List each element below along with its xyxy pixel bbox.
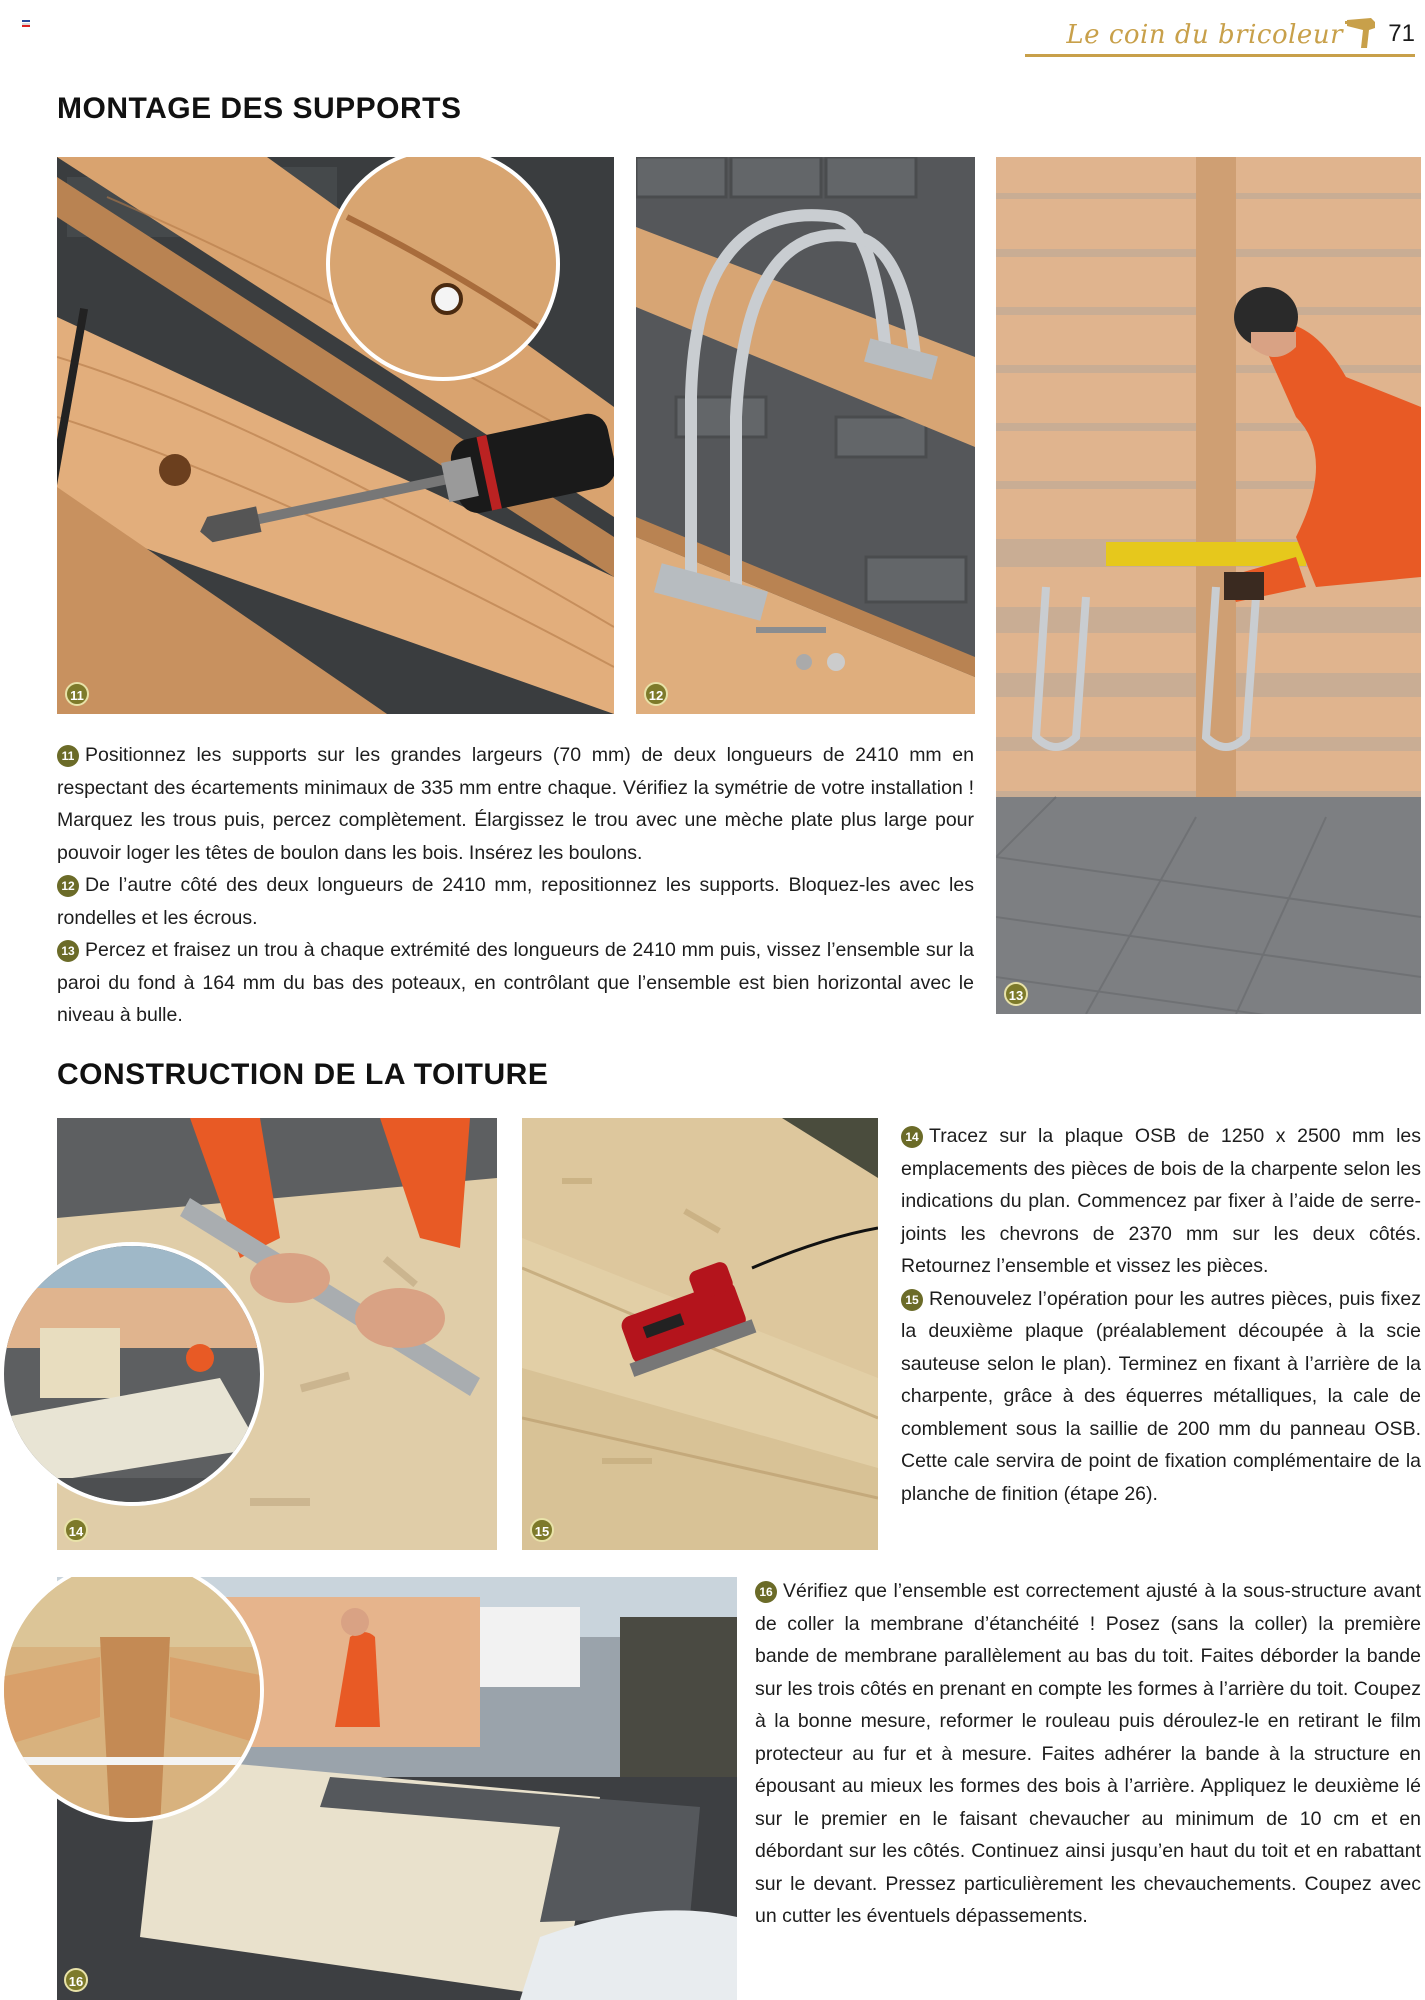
photo-badge-15: 15 <box>530 1518 554 1542</box>
step-13-paragraph <box>57 934 974 1032</box>
page-header <box>1025 14 1425 60</box>
photo-step-15 <box>522 1118 878 1550</box>
step-12-text: De l’autre côté des deux longueurs de 2410 mm, repositionnez les supports. Bloquez-les avec les rondelles et les écrous. <box>57 874 974 929</box>
step-number-15: 15 <box>901 1289 923 1311</box>
step-number-11: 11 <box>57 745 79 767</box>
photo-badge-12: 12 <box>644 682 668 706</box>
step-16-text: Vérifiez que l’ensemble est correctement ajusté à la sous-structure avant de coller la membrane d’étanchéité ! Posez (sans la coller) la première bande de membrane parallèlement au bas du toit. Faites déborder la bande sur les trois côtés en prenant en compte les formes à l’arrière du toit. Coupez à la bonne mesure, reformer le rouleau puis déroulez-le en retirant le film protecteur au fur et à mesure. Faites adhérer la bande à la structure en épousant au mieux les formes des bois à l’arrière. Appliquez le deuxième lé sur le premier en le faisant chevaucher au minimum de 10 cm et en débordant sur les côtés. Continuez ainsi jusqu’en haut du toit et en rabattant sur le devant. Pressez particulièrement les chevauchements. Coupez avec un cutter les éventuels dépassements. <box>755 1580 1421 1927</box>
page-number: 71 <box>1388 20 1415 47</box>
photo-badge-13: 13 <box>1004 982 1028 1006</box>
step-16-paragraph <box>755 1575 1421 1933</box>
section-title-supports: MONTAGE DES SUPPORTS <box>57 92 462 125</box>
photo-step-14 <box>0 1118 497 1550</box>
step-12-paragraph <box>57 869 974 934</box>
photo-step-11 <box>57 157 614 714</box>
section-title-roof: CONSTRUCTION DE LA TOITURE <box>57 1058 549 1091</box>
step-15-text: Renouvelez l’opération pour les autres pièces, puis fixez la deuxième plaque (préalablement découpée à la scie sauteuse selon le plan). Terminez en fixant à l’arrière de la charpente, grâce à des équerres métalliques, la cale de comblement sous la saillie de 200 mm du panneau OSB. Cette cale servira de point de fixation complémentaire de la planche de finition (étape 26). <box>901 1287 1421 1505</box>
photo-step-16 <box>0 1577 737 2000</box>
step-number-13: 13 <box>57 940 79 962</box>
step-14-text: Tracez sur la plaque OSB de 1250 x 2500 mm les emplacements des pièces de bois de la charpente selon les indications du plan. Commencez par fixer à l’aide de serre-joints les chevrons de 2370 mm sur les deux côtés. Retournez l’ensemble et vissez les pièces. <box>901 1125 1421 1277</box>
flag-icon <box>22 20 30 27</box>
photo-step-13 <box>996 157 1421 1014</box>
header-rule <box>1025 54 1415 57</box>
photo-badge-16: 16 <box>64 1968 88 1992</box>
corner-title: Le coin du bricoleur <box>1066 20 1343 50</box>
step-15-paragraph <box>901 1283 1421 1511</box>
step-16-text-block <box>755 1575 1421 1933</box>
photo-badge-11: 11 <box>65 682 89 706</box>
steps-14-15-text <box>901 1120 1421 1510</box>
photo-badge-14: 14 <box>64 1518 88 1542</box>
steps-11-13-text <box>57 739 974 1032</box>
photo-step-12 <box>636 157 975 714</box>
step-11-paragraph <box>57 739 974 869</box>
drill-icon <box>1345 14 1379 54</box>
step-number-14: 14 <box>901 1126 923 1148</box>
step-14-paragraph <box>901 1120 1421 1283</box>
step-number-16: 16 <box>755 1581 777 1603</box>
step-number-12: 12 <box>57 875 79 897</box>
step-11-text: Positionnez les supports sur les grandes largeurs (70 mm) de deux longueurs de 2410 mm en respectant des écartements minimaux de 335 mm entre chaque. Vérifiez la symétrie de votre installation ! Marquez les trous puis, percez complètement. Élargissez le trou avec une mèche plate plus large pour pouvoir loger les têtes de boulon dans les bois. Insérez les boulons. <box>57 744 974 864</box>
step-13-text: Percez et fraisez un trou à chaque extrémité des longueurs de 2410 mm puis, vissez l’ensemble sur la paroi du fond à 164 mm du bas des poteaux, en contrôlant que l’ensemble est bien horizontal avec le niveau à bulle. <box>57 939 974 1026</box>
